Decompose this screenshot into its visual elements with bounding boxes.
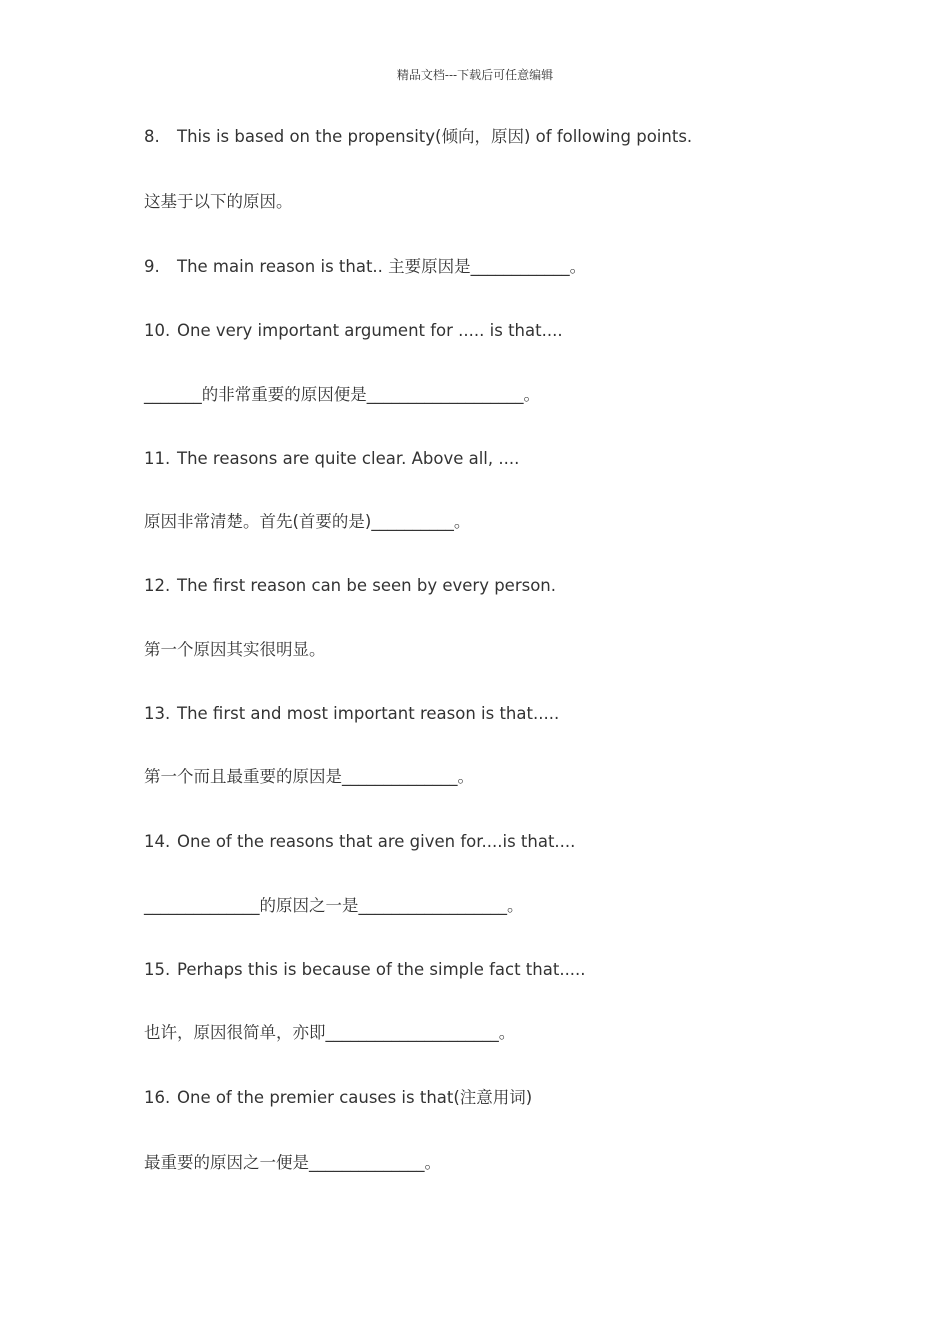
item-8-chinese: 这基于以下的原因。 [144, 192, 293, 211]
item-16-english [144, 1087, 532, 1109]
item-english-text: One of the premier causes is that(注意用词) [177, 1088, 533, 1107]
item-number: 10. [144, 321, 171, 340]
item-number: 16. [144, 1088, 171, 1107]
item-12-chinese: 第一个原因其实很明显。 [144, 640, 326, 659]
item-english-text: The first reason can be seen by every person. [177, 576, 557, 595]
item-15-chinese: 也许，原因很简单，亦即_____________________。 [144, 1023, 516, 1042]
item-number: 9. [144, 257, 160, 276]
item-number: 12. [144, 576, 171, 595]
item-number: 13. [144, 704, 171, 723]
item-10-english [144, 320, 563, 342]
item-number: 15. [144, 960, 171, 979]
item-10-chinese: _______的非常重要的原因便是___________________。 [144, 385, 540, 404]
item-14-english [144, 831, 575, 853]
item-english-text: This is based on the propensity(倾向，原因) of following points. [177, 127, 693, 146]
item-english-text: One very important argument for ..... is that.... [177, 321, 563, 340]
item-15-english [144, 959, 586, 981]
item-english-text: Perhaps this is because of the simple fact that..... [177, 960, 586, 979]
item-12-english [144, 575, 556, 597]
item-number: 11. [144, 449, 171, 468]
item-8-english [144, 126, 692, 148]
item-11-english [144, 448, 519, 470]
item-14-chinese: ______________的原因之一是__________________。 [144, 896, 524, 915]
item-number: 8. [144, 127, 160, 146]
item-english-text: The main reason is that.. 主要原因是____________。 [177, 257, 587, 276]
item-16-chinese: 最重要的原因之一便是______________。 [144, 1153, 441, 1172]
item-13-chinese: 第一个而且最重要的原因是______________。 [144, 767, 474, 786]
item-13-english [144, 703, 559, 725]
item-english-text: The first and most important reason is that..... [177, 704, 560, 723]
page-header: 精品文档---下载后可任意编辑 [396, 68, 554, 82]
item-english-text: The reasons are quite clear. Above all, .... [177, 449, 520, 468]
item-english-text: One of the reasons that are given for....is that.... [177, 832, 576, 851]
item-11-chinese: 原因非常清楚。首先(首要的是)__________。 [144, 512, 471, 531]
item-9-english [144, 256, 586, 278]
item-number: 14. [144, 832, 171, 851]
